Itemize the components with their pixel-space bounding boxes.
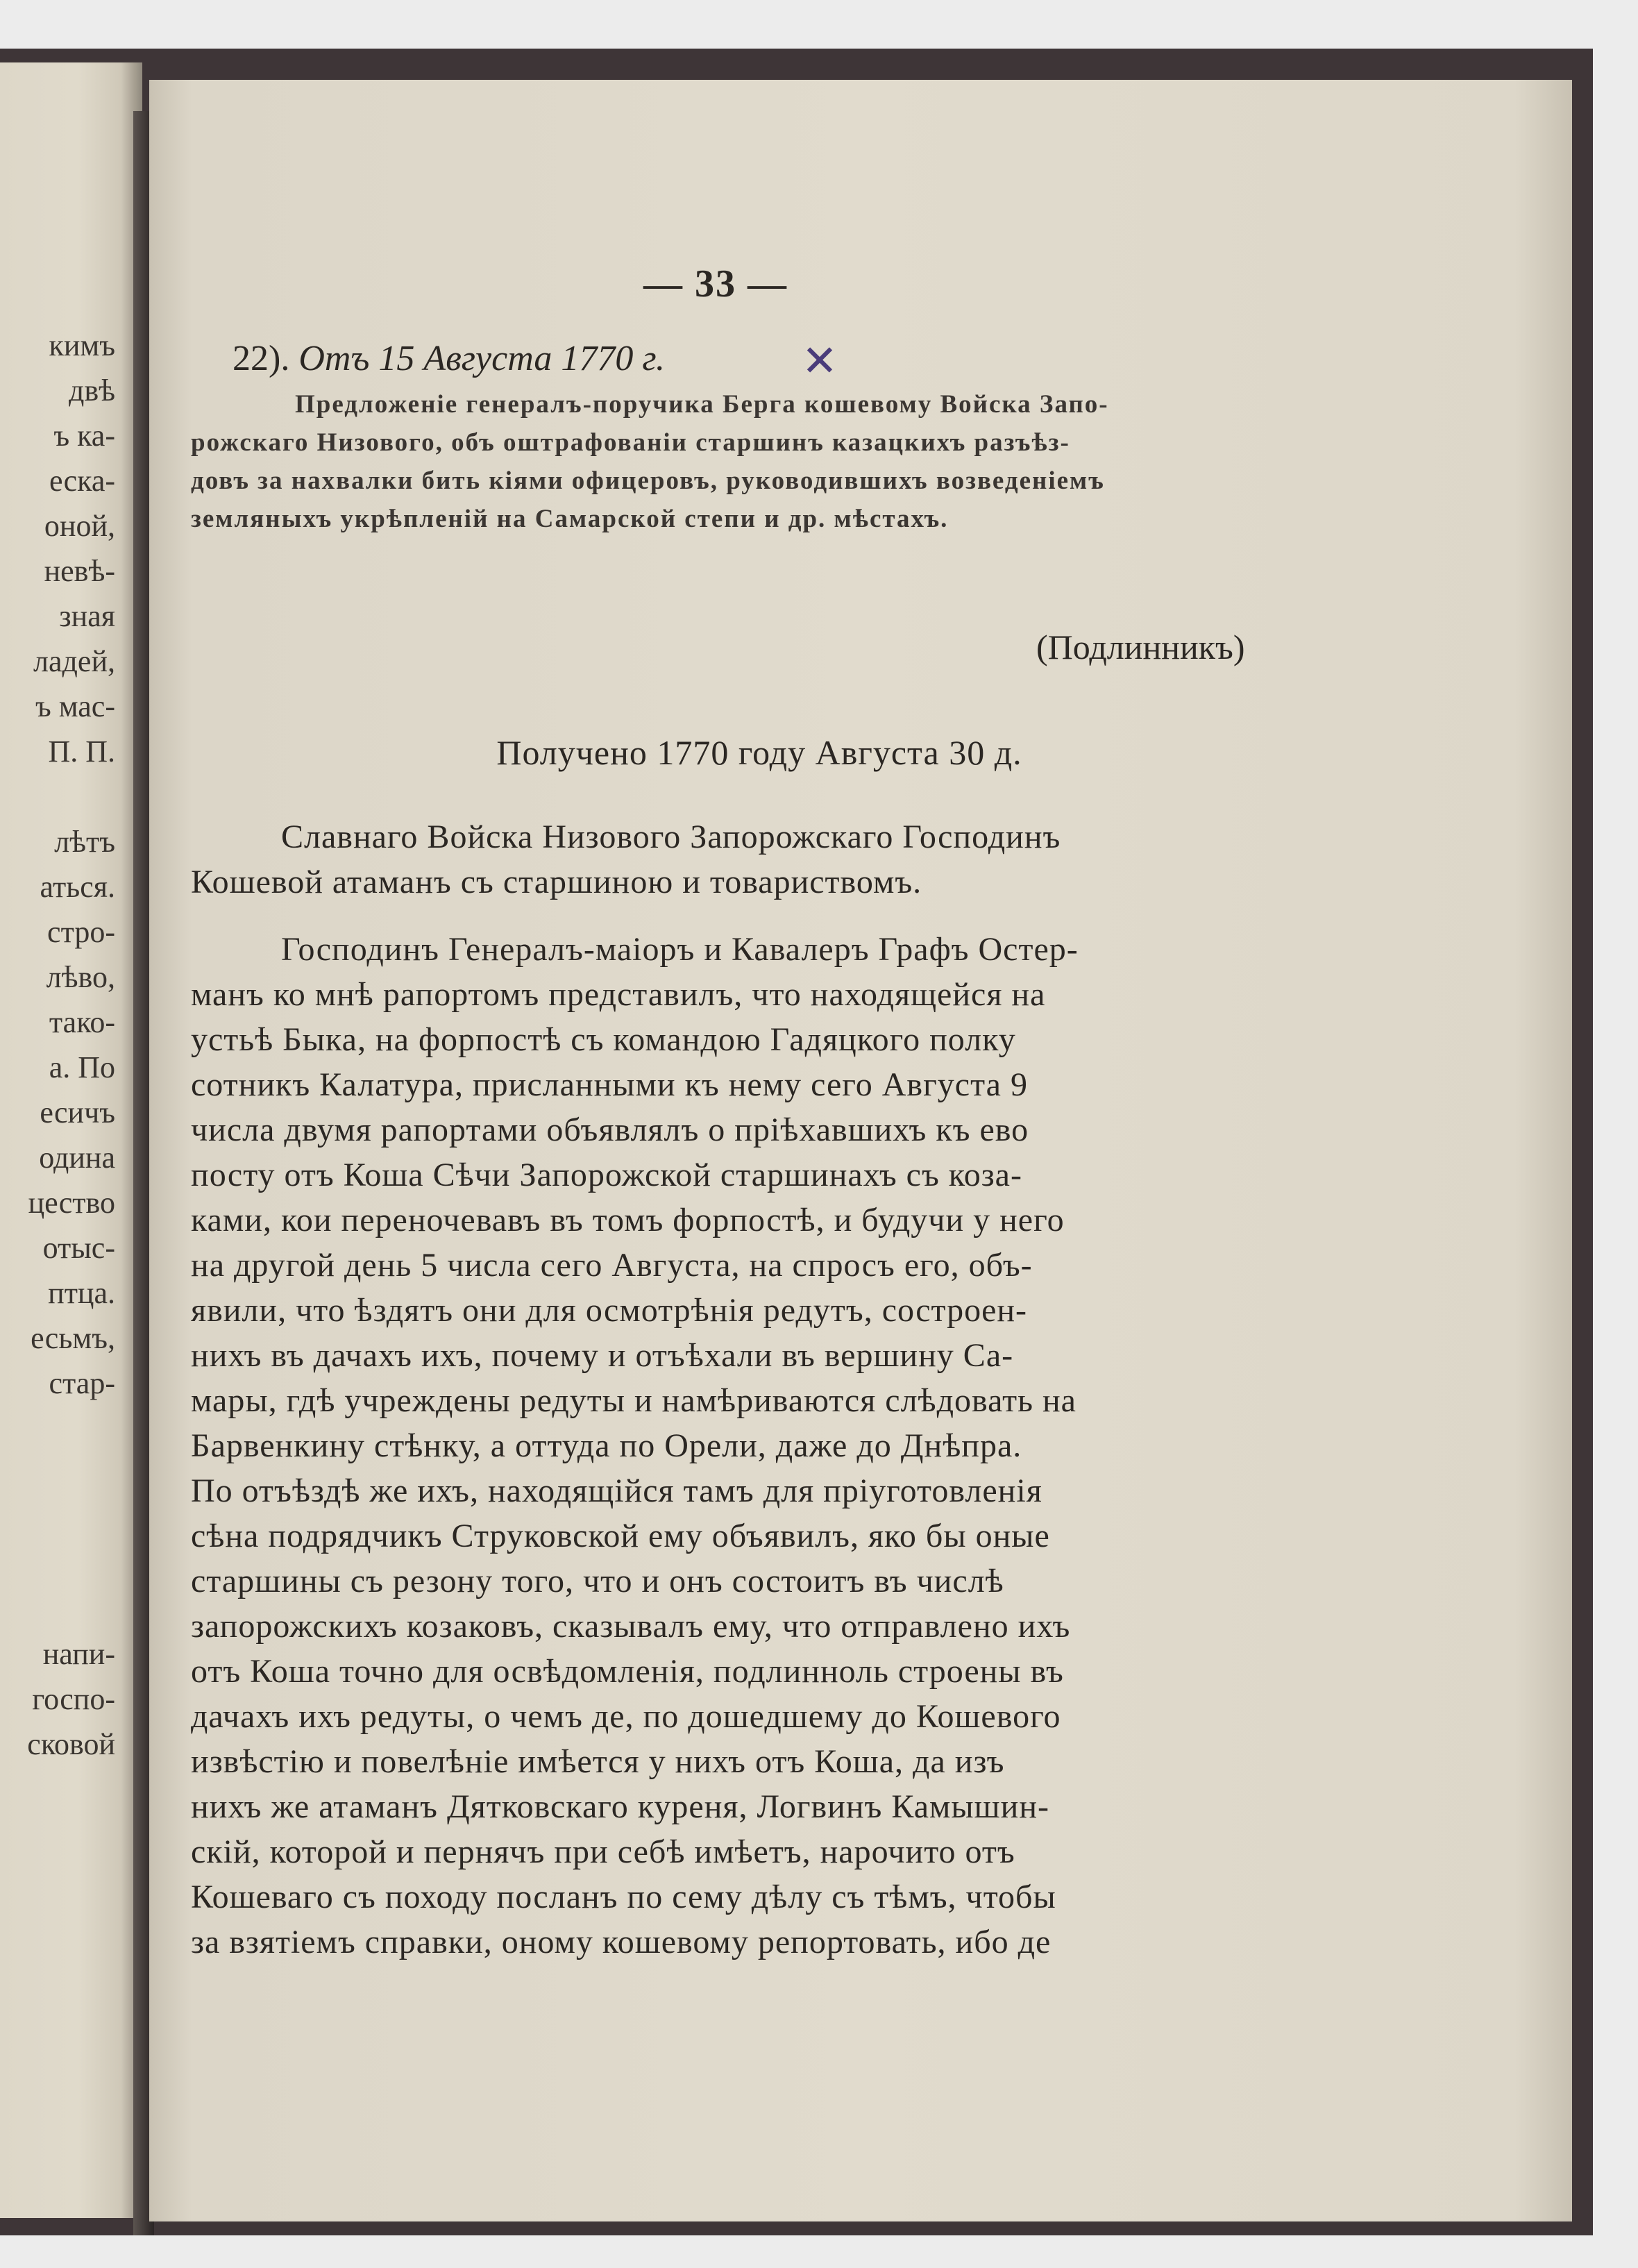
left-page-text — [0, 323, 115, 1767]
left-page-line: сковой — [27, 1727, 115, 1761]
left-page-line: стар- — [49, 1366, 115, 1400]
left-page-line: невѣ- — [44, 554, 115, 588]
body-line: По отъѣздѣ же ихъ, находящійся тамъ для пріуготовленія — [191, 1472, 1042, 1509]
left-page-line — [0, 1451, 115, 1496]
body-line: устьѣ Быка, на форпостѣ съ командою Гадяцкого полку — [191, 1021, 1016, 1058]
left-page-line: стро- — [47, 915, 115, 949]
left-page-line: лѣво, — [46, 960, 115, 994]
left-page-line: лѣтъ — [54, 825, 115, 859]
salutation-line: Славнаго Войска Низового Запорожскаго Господинъ — [281, 818, 1061, 855]
body-line: старшины съ резону того, что и онъ состоитъ въ числѣ — [191, 1563, 1004, 1599]
body-line: сѣна подрядчикъ Струковской ему объявилъ, яко бы оные — [191, 1518, 1050, 1554]
document-reference — [233, 338, 665, 379]
left-page-line — [0, 1541, 115, 1586]
summary-line: довъ за нахвалки бить кіями офицеровъ, руководившихъ возведеніемъ — [191, 467, 1105, 495]
body-line: за взятіемъ справки, оному кошевому репортовать, ибо де — [191, 1924, 1052, 1960]
left-page-line: ладей, — [33, 644, 115, 678]
body-line: Кошеваго съ походу посланъ по сему дѣлу съ тѣмъ, чтобы — [191, 1879, 1056, 1915]
left-page-line: цество — [28, 1186, 115, 1220]
left-page-line — [0, 1406, 115, 1451]
body-line: извѣстію и повелѣніе имѣется у нихъ отъ Коша, да изъ — [191, 1743, 1005, 1780]
left-page-line — [0, 774, 115, 819]
left-page-line: аться. — [40, 870, 115, 904]
body-line: мары, гдѣ учреждены редуты и намѣриваются слѣдовать на — [191, 1382, 1076, 1419]
left-page-line: есичъ — [40, 1095, 115, 1129]
left-page-line: одина — [39, 1141, 115, 1175]
left-page-line: ъ ка- — [53, 419, 115, 453]
body-line: ками, кои переночевавъ въ томъ форпостѣ, и будучи у него — [191, 1202, 1065, 1238]
left-page-line — [0, 1586, 115, 1631]
body-line: посту отъ Коша Сѣчи Запорожской старшинахъ съ коза- — [191, 1157, 1022, 1193]
body-line: нихъ же атаманъ Дятковскаго куреня, Логвинъ Камышин- — [191, 1788, 1049, 1825]
document-date: Отъ 15 Августа 1770 г. — [298, 339, 665, 378]
left-page-line: оной, — [44, 509, 115, 543]
left-page-line: тако- — [49, 1005, 115, 1039]
body-line: Барвенкину стѣнку, а оттуда по Орели, даже до Днѣпра. — [191, 1427, 1022, 1464]
page-number: — 33 — — [643, 262, 788, 305]
received-line: Получено 1770 году Августа 30 д. — [496, 733, 1022, 772]
left-page-line: птца. — [48, 1276, 115, 1310]
paragraph-gap — [191, 905, 1274, 927]
right-page — [149, 80, 1572, 2221]
left-page-line: есьмъ, — [31, 1321, 115, 1355]
body-line: манъ ко мнѣ рапортомъ представилъ, что находящейся на — [191, 976, 1046, 1013]
left-page-line: ъ мас- — [35, 689, 115, 723]
scanned-book-spread — [0, 49, 1593, 2235]
document-summary — [191, 385, 1274, 538]
body-line: запорожскихъ козаковъ, сказывалъ ему, что отправлено ихъ — [191, 1608, 1071, 1645]
left-page-line: двѣ — [68, 373, 115, 408]
left-page-line: зная — [59, 599, 115, 633]
left-page-line: кимъ — [49, 328, 115, 362]
left-page-line: госпо- — [32, 1682, 115, 1716]
letter-body — [191, 814, 1274, 1965]
left-page-line: отыс- — [42, 1231, 115, 1265]
body-line: на другой день 5 числа сего Августа, на спросъ его, объ- — [191, 1247, 1033, 1284]
summary-line: рожскаго Низового, объ оштрафованіи старшинъ казацкихъ разъѣз- — [191, 428, 1070, 457]
pencil-mark: ✕ — [802, 338, 838, 385]
body-line: числа двумя рапортами объявлялъ о пріѣхавшихъ къ ево — [191, 1111, 1029, 1148]
left-page-line: напи- — [42, 1637, 115, 1671]
left-page-line: а. По — [49, 1050, 115, 1084]
body-line: нихъ въ дачахъ ихъ, почему и отъѣхали въ вершину Са- — [191, 1337, 1014, 1374]
summary-line: земляныхъ укрѣпленій на Самарской степи и др. мѣстахъ. — [191, 505, 949, 533]
left-page-line: еска- — [49, 464, 115, 498]
left-page-line — [0, 1496, 115, 1541]
document-number: 22). — [233, 339, 290, 378]
body-line: явили, что ѣздятъ они для осмотрѣнія редутъ, сострoен- — [191, 1292, 1028, 1329]
body-line: скій, которой и пернячъ при себѣ имѣетъ, нарочито отъ — [191, 1833, 1015, 1870]
body-line: сотникъ Калатура, присланными къ нему сего Августа 9 — [191, 1066, 1028, 1103]
salutation-line: Кошевой атаманъ съ старшиною и товариствомъ. — [191, 864, 922, 900]
left-page-line: П. П. — [48, 734, 115, 768]
left-page-edge — [0, 62, 142, 2218]
body-line: дачахъ ихъ редуты, о чемъ де, по дошедшему до Кошевого — [191, 1698, 1061, 1735]
original-label: (Подлинникъ) — [1036, 628, 1245, 666]
summary-line: Предложеніе генералъ-поручика Берга кошевому Войска Запо- — [295, 390, 1109, 419]
body-line: Господинъ Генералъ-маіоръ и Кавалеръ Графъ Остер- — [281, 931, 1079, 968]
body-line: отъ Коша точно для освѣдомленія, подлинноль строены въ — [191, 1653, 1064, 1690]
